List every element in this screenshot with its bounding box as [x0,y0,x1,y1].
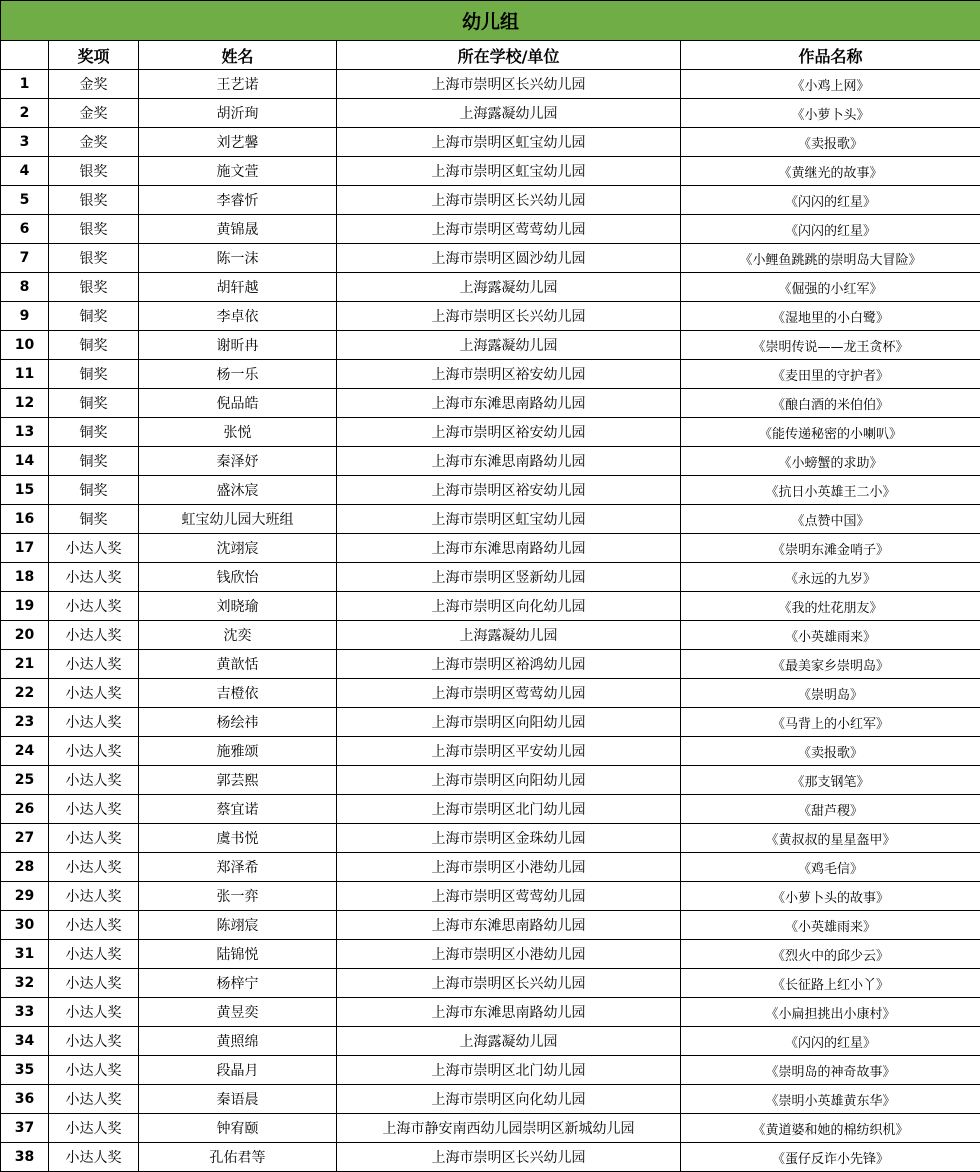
cell-school: 上海市崇明区裕安幼儿园 [337,360,681,389]
cell-name: 谢昕冉 [139,331,337,360]
table-row [1,331,980,360]
cell-work: 《闪闪的红星》 [681,186,980,215]
cell-index: 12 [1,389,49,418]
table-row [1,70,980,99]
cell-index: 14 [1,447,49,476]
cell-index: 10 [1,331,49,360]
cell-name: 郭芸熙 [139,766,337,795]
cell-work: 《黄继光的故事》 [681,157,980,186]
cell-award: 小达人奖 [49,853,139,882]
cell-index: 19 [1,592,49,621]
cell-award: 铜奖 [49,302,139,331]
cell-work: 《崇明东滩金哨子》 [681,534,980,563]
cell-name: 杨梓宁 [139,969,337,998]
header-index [1,41,49,70]
cell-index: 3 [1,128,49,157]
cell-school: 上海市崇明区虹宝幼儿园 [337,505,681,534]
cell-school: 上海市崇明区长兴幼儿园 [337,1143,681,1172]
cell-school: 上海市崇明区小港幼儿园 [337,853,681,882]
cell-school: 上海市崇明区裕安幼儿园 [337,476,681,505]
cell-work: 《小萝卜头的故事》 [681,882,980,911]
cell-name: 沈奕 [139,621,337,650]
table-row [1,1085,980,1114]
cell-index: 32 [1,969,49,998]
cell-school: 上海市崇明区长兴幼儿园 [337,186,681,215]
cell-name: 施文萱 [139,157,337,186]
cell-index: 15 [1,476,49,505]
cell-index: 1 [1,70,49,99]
table-row [1,853,980,882]
cell-name: 吉橙依 [139,679,337,708]
cell-index: 37 [1,1114,49,1143]
cell-award: 小达人奖 [49,911,139,940]
cell-name: 盛沐宸 [139,476,337,505]
cell-index: 36 [1,1085,49,1114]
cell-index: 29 [1,882,49,911]
table-row [1,476,980,505]
table-row [1,969,980,998]
table-row [1,737,980,766]
cell-index: 7 [1,244,49,273]
cell-award: 金奖 [49,128,139,157]
table-row [1,563,980,592]
cell-school: 上海市崇明区圆沙幼儿园 [337,244,681,273]
cell-work: 《黄道婆和她的棉纺织机》 [681,1114,980,1143]
cell-work: 《蛋仔反诈小先锋》 [681,1143,980,1172]
cell-work: 《小鲤鱼跳跳的崇明岛大冒险》 [681,244,980,273]
cell-school: 上海市崇明区莺莺幼儿园 [337,215,681,244]
cell-school: 上海市崇明区莺莺幼儿园 [337,679,681,708]
cell-index: 4 [1,157,49,186]
cell-name: 黄歆恬 [139,650,337,679]
table-row [1,795,980,824]
cell-work: 《马背上的小红军》 [681,708,980,737]
cell-award: 小达人奖 [49,563,139,592]
table-row [1,998,980,1027]
cell-work: 《湿地里的小白鹭》 [681,302,980,331]
cell-award: 银奖 [49,244,139,273]
header-award: 奖项 [49,41,139,70]
cell-work: 《崇明传说——龙王贪杯》 [681,331,980,360]
cell-index: 33 [1,998,49,1027]
cell-index: 31 [1,940,49,969]
cell-index: 20 [1,621,49,650]
cell-work: 《永远的九岁》 [681,563,980,592]
cell-name: 段晶月 [139,1056,337,1085]
cell-work: 《能传递秘密的小喇叭》 [681,418,980,447]
cell-work: 《黄叔叔的星星盔甲》 [681,824,980,853]
table-row [1,186,980,215]
table-row [1,302,980,331]
table-row [1,592,980,621]
cell-school: 上海市东滩思南路幼儿园 [337,447,681,476]
cell-name: 黄锦晟 [139,215,337,244]
cell-name: 钟宥颐 [139,1114,337,1143]
cell-index: 28 [1,853,49,882]
cell-school: 上海露凝幼儿园 [337,621,681,650]
cell-name: 郑泽希 [139,853,337,882]
cell-award: 铜奖 [49,505,139,534]
cell-work: 《最美家乡崇明岛》 [681,650,980,679]
cell-index: 27 [1,824,49,853]
cell-name: 虞书悦 [139,824,337,853]
cell-award: 小达人奖 [49,795,139,824]
cell-school: 上海市崇明区平安幼儿园 [337,737,681,766]
cell-name: 施雅颂 [139,737,337,766]
table-row [1,824,980,853]
cell-work: 《倔强的小红军》 [681,273,980,302]
cell-school: 上海市崇明区长兴幼儿园 [337,969,681,998]
cell-work: 《崇明岛的神奇故事》 [681,1056,980,1085]
header-school: 所在学校/单位 [337,41,681,70]
cell-award: 金奖 [49,99,139,128]
cell-school: 上海市崇明区虹宝幼儿园 [337,128,681,157]
cell-award: 金奖 [49,70,139,99]
table-row [1,650,980,679]
cell-name: 刘晓瑜 [139,592,337,621]
cell-school: 上海市崇明区金珠幼儿园 [337,824,681,853]
table-row [1,505,980,534]
cell-school: 上海市崇明区长兴幼儿园 [337,70,681,99]
table-row [1,244,980,273]
cell-school: 上海市崇明区莺莺幼儿园 [337,882,681,911]
cell-name: 沈翊宸 [139,534,337,563]
cell-index: 16 [1,505,49,534]
cell-name: 杨一乐 [139,360,337,389]
cell-school: 上海露凝幼儿园 [337,1027,681,1056]
cell-work: 《卖报歌》 [681,128,980,157]
cell-index: 6 [1,215,49,244]
cell-name: 胡沂珣 [139,99,337,128]
cell-name: 倪品皓 [139,389,337,418]
cell-work: 《卖报歌》 [681,737,980,766]
cell-school: 上海市崇明区小港幼儿园 [337,940,681,969]
cell-award: 小达人奖 [49,1114,139,1143]
cell-award: 小达人奖 [49,534,139,563]
cell-index: 22 [1,679,49,708]
cell-award: 铜奖 [49,331,139,360]
table-row [1,418,980,447]
cell-index: 34 [1,1027,49,1056]
cell-school: 上海市崇明区裕鸿幼儿园 [337,650,681,679]
cell-school: 上海市静安南西幼儿园崇明区新城幼儿园 [337,1114,681,1143]
cell-school: 上海市崇明区向阳幼儿园 [337,708,681,737]
cell-award: 小达人奖 [49,679,139,708]
cell-work: 《那支钢笔》 [681,766,980,795]
table-row [1,99,980,128]
cell-name: 陈翊宸 [139,911,337,940]
cell-school: 上海市东滩思南路幼儿园 [337,389,681,418]
cell-work: 《小鸡上网》 [681,70,980,99]
cell-award: 铜奖 [49,360,139,389]
title-row [1,1,980,41]
cell-work: 《甜芦稷》 [681,795,980,824]
cell-school: 上海露凝幼儿园 [337,99,681,128]
cell-school: 上海市崇明区长兴幼儿园 [337,302,681,331]
cell-school: 上海市东滩思南路幼儿园 [337,911,681,940]
cell-school: 上海市崇明区北门幼儿园 [337,795,681,824]
table-row [1,273,980,302]
table-row [1,389,980,418]
cell-index: 35 [1,1056,49,1085]
table-body [1,70,980,1172]
cell-index: 30 [1,911,49,940]
cell-index: 2 [1,99,49,128]
cell-index: 21 [1,650,49,679]
table-row [1,1143,980,1172]
cell-name: 钱欣怡 [139,563,337,592]
cell-award: 铜奖 [49,476,139,505]
cell-name: 黄照绵 [139,1027,337,1056]
table-title: 幼儿组 [1,1,980,41]
header-row [1,41,980,70]
cell-name: 张一弈 [139,882,337,911]
cell-award: 小达人奖 [49,592,139,621]
cell-award: 小达人奖 [49,940,139,969]
cell-index: 5 [1,186,49,215]
cell-work: 《烈火中的邱少云》 [681,940,980,969]
cell-index: 17 [1,534,49,563]
cell-school: 上海市崇明区向化幼儿园 [337,592,681,621]
table-row [1,1027,980,1056]
cell-award: 小达人奖 [49,621,139,650]
cell-index: 9 [1,302,49,331]
cell-award: 小达人奖 [49,766,139,795]
cell-award: 小达人奖 [49,1143,139,1172]
cell-name: 李睿忻 [139,186,337,215]
cell-work: 《麦田里的守护者》 [681,360,980,389]
cell-name: 秦泽妤 [139,447,337,476]
cell-index: 13 [1,418,49,447]
cell-work: 《闪闪的红星》 [681,1027,980,1056]
cell-award: 小达人奖 [49,1056,139,1085]
table-row [1,128,980,157]
cell-award: 小达人奖 [49,708,139,737]
cell-work: 《小螃蟹的求助》 [681,447,980,476]
cell-index: 11 [1,360,49,389]
table-row [1,1056,980,1085]
cell-name: 胡轩越 [139,273,337,302]
table-row [1,534,980,563]
cell-index: 24 [1,737,49,766]
cell-index: 26 [1,795,49,824]
cell-work: 《我的灶花朋友》 [681,592,980,621]
cell-name: 孔佑君等 [139,1143,337,1172]
cell-index: 8 [1,273,49,302]
header-work: 作品名称 [681,41,980,70]
table-row [1,215,980,244]
cell-school: 上海市崇明区虹宝幼儿园 [337,157,681,186]
cell-work: 《点赞中国》 [681,505,980,534]
cell-school: 上海露凝幼儿园 [337,331,681,360]
cell-award: 小达人奖 [49,824,139,853]
cell-award: 小达人奖 [49,737,139,766]
cell-award: 铜奖 [49,418,139,447]
table-row [1,447,980,476]
cell-award: 银奖 [49,157,139,186]
cell-school: 上海市东滩思南路幼儿园 [337,998,681,1027]
cell-school: 上海市崇明区竖新幼儿园 [337,563,681,592]
cell-name: 秦语晨 [139,1085,337,1114]
header-name: 姓名 [139,41,337,70]
cell-work: 《小英雄雨来》 [681,621,980,650]
cell-award: 小达人奖 [49,882,139,911]
cell-index: 18 [1,563,49,592]
cell-name: 杨绘祎 [139,708,337,737]
cell-work: 《崇明岛》 [681,679,980,708]
cell-work: 《小萝卜头》 [681,99,980,128]
cell-name: 蔡宜诺 [139,795,337,824]
cell-work: 《酿白酒的米伯伯》 [681,389,980,418]
cell-school: 上海市崇明区向化幼儿园 [337,1085,681,1114]
cell-work: 《崇明小英雄黄东华》 [681,1085,980,1114]
cell-name: 刘艺馨 [139,128,337,157]
cell-work: 《鸡毛信》 [681,853,980,882]
cell-name: 王艺诺 [139,70,337,99]
cell-award: 小达人奖 [49,650,139,679]
cell-work: 《长征路上红小丫》 [681,969,980,998]
cell-award: 银奖 [49,215,139,244]
cell-name: 陆锦悦 [139,940,337,969]
cell-award: 小达人奖 [49,969,139,998]
table-row [1,766,980,795]
cell-name: 虹宝幼儿园大班组 [139,505,337,534]
table-row [1,1114,980,1143]
table-row [1,679,980,708]
cell-award: 小达人奖 [49,1085,139,1114]
cell-award: 铜奖 [49,389,139,418]
cell-name: 李卓依 [139,302,337,331]
cell-index: 25 [1,766,49,795]
cell-index: 38 [1,1143,49,1172]
cell-name: 黄昱奕 [139,998,337,1027]
cell-award: 小达人奖 [49,1027,139,1056]
table-row [1,360,980,389]
cell-work: 《抗日小英雄王二小》 [681,476,980,505]
cell-work: 《小扁担挑出小康村》 [681,998,980,1027]
cell-school: 上海露凝幼儿园 [337,273,681,302]
cell-name: 张悦 [139,418,337,447]
cell-award: 小达人奖 [49,998,139,1027]
cell-index: 23 [1,708,49,737]
table-row [1,708,980,737]
cell-award: 银奖 [49,186,139,215]
cell-award: 银奖 [49,273,139,302]
table-row [1,621,980,650]
cell-award: 铜奖 [49,447,139,476]
cell-school: 上海市东滩思南路幼儿园 [337,534,681,563]
table-row [1,157,980,186]
table-row [1,940,980,969]
cell-school: 上海市崇明区北门幼儿园 [337,1056,681,1085]
table-row [1,911,980,940]
cell-name: 陈一沫 [139,244,337,273]
cell-school: 上海市崇明区裕安幼儿园 [337,418,681,447]
cell-school: 上海市崇明区向阳幼儿园 [337,766,681,795]
table-row [1,882,980,911]
cell-work: 《闪闪的红星》 [681,215,980,244]
cell-work: 《小英雄雨来》 [681,911,980,940]
